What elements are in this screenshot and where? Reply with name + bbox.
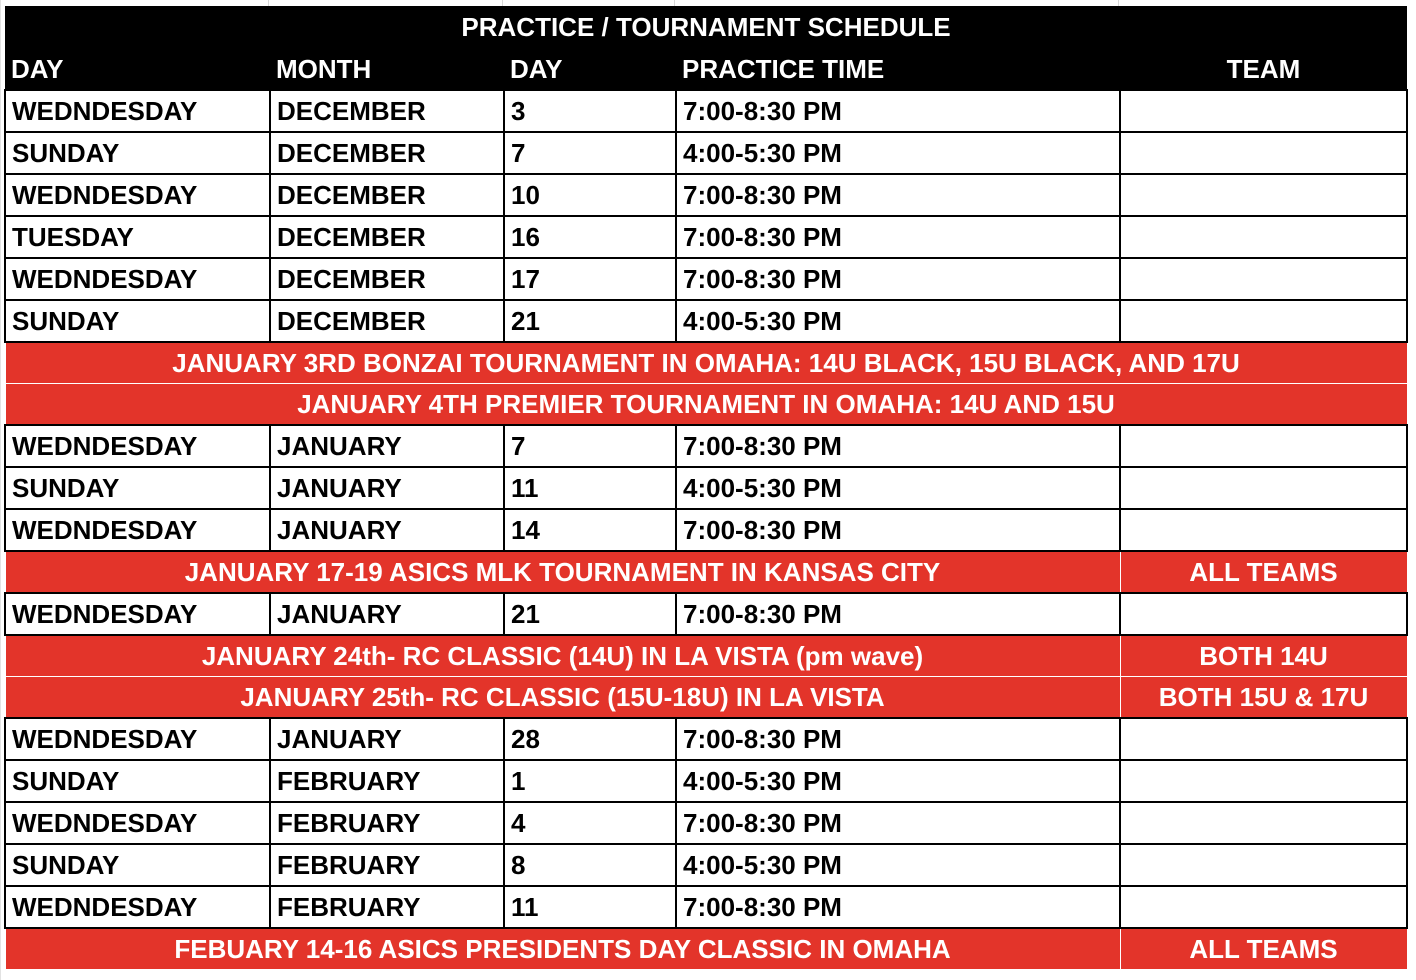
tournament-team[interactable]: BOTH 15U & 17U <box>1120 677 1407 719</box>
cell-day-name[interactable]: SUNDAY <box>5 760 270 802</box>
cell-day-number[interactable]: 4 <box>504 802 676 844</box>
practice-row <box>5 90 1407 132</box>
cell-month[interactable]: JANUARY <box>270 593 504 635</box>
cell-team[interactable] <box>1120 844 1407 886</box>
cell-day-name[interactable]: WEDNDESDAY <box>5 174 270 216</box>
header-practice-time[interactable]: PRACTICE TIME <box>676 48 1120 90</box>
cell-practice-time[interactable]: 7:00-8:30 PM <box>676 509 1120 551</box>
practice-row <box>5 760 1407 802</box>
cell-team[interactable] <box>1120 90 1407 132</box>
cell-month[interactable]: JANUARY <box>270 425 504 467</box>
cell-practice-time[interactable]: 7:00-8:30 PM <box>676 802 1120 844</box>
cell-month[interactable]: FEBRUARY <box>270 886 504 928</box>
cell-day-name[interactable]: SUNDAY <box>5 132 270 174</box>
cell-practice-time[interactable]: 7:00-8:30 PM <box>676 90 1120 132</box>
cell-practice-time[interactable]: 7:00-8:30 PM <box>676 425 1120 467</box>
practice-row <box>5 425 1407 467</box>
cell-team[interactable] <box>1120 718 1407 760</box>
cell-day-name[interactable]: SUNDAY <box>5 300 270 342</box>
cell-practice-time[interactable]: 7:00-8:30 PM <box>676 174 1120 216</box>
cell-team[interactable] <box>1120 300 1407 342</box>
cell-month[interactable]: JANUARY <box>270 509 504 551</box>
tournament-team[interactable]: ALL TEAMS <box>1120 551 1407 593</box>
cell-day-number[interactable]: 17 <box>504 258 676 300</box>
cell-team[interactable] <box>1120 593 1407 635</box>
cell-practice-time[interactable]: 7:00-8:30 PM <box>676 258 1120 300</box>
cell-day-name[interactable]: WEDNDESDAY <box>5 718 270 760</box>
tournament-row <box>5 384 1407 426</box>
tournament-team[interactable]: BOTH 14U <box>1120 635 1407 677</box>
cell-team[interactable] <box>1120 174 1407 216</box>
practice-row <box>5 509 1407 551</box>
cell-day-number[interactable]: 21 <box>504 300 676 342</box>
cell-practice-time[interactable]: 7:00-8:30 PM <box>676 216 1120 258</box>
cell-team[interactable] <box>1120 132 1407 174</box>
cell-team[interactable] <box>1120 425 1407 467</box>
cell-team[interactable] <box>1120 802 1407 844</box>
cell-practice-time[interactable]: 4:00-5:30 PM <box>676 132 1120 174</box>
schedule-title[interactable]: PRACTICE / TOURNAMENT SCHEDULE <box>5 6 1407 48</box>
tournament-description[interactable]: JANUARY 25th- RC CLASSIC (15U-18U) IN LA VISTA <box>5 677 1120 719</box>
practice-row <box>5 174 1407 216</box>
tournament-description[interactable]: JANUARY 17-19 ASICS MLK TOURNAMENT IN KANSAS CITY <box>5 551 1120 593</box>
tournament-row <box>5 677 1407 719</box>
cell-team[interactable] <box>1120 886 1407 928</box>
cell-day-number[interactable]: 28 <box>504 718 676 760</box>
title-row <box>5 6 1407 48</box>
practice-row <box>5 802 1407 844</box>
cell-month[interactable]: DECEMBER <box>270 258 504 300</box>
cell-day-number[interactable]: 10 <box>504 174 676 216</box>
cell-team[interactable] <box>1120 258 1407 300</box>
tournament-team[interactable]: ALL TEAMS <box>1120 928 1407 970</box>
cell-team[interactable] <box>1120 509 1407 551</box>
header-row <box>5 48 1407 90</box>
cell-day-name[interactable]: WEDNDESDAY <box>5 258 270 300</box>
practice-row <box>5 718 1407 760</box>
cell-day-name[interactable]: WEDNDESDAY <box>5 802 270 844</box>
practice-row <box>5 300 1407 342</box>
cell-day-number[interactable]: 11 <box>504 886 676 928</box>
cell-practice-time[interactable]: 7:00-8:30 PM <box>676 718 1120 760</box>
cell-practice-time[interactable]: 7:00-8:30 PM <box>676 886 1120 928</box>
cell-practice-time[interactable]: 4:00-5:30 PM <box>676 467 1120 509</box>
cell-month[interactable]: FEBRUARY <box>270 802 504 844</box>
cell-month[interactable]: FEBRUARY <box>270 844 504 886</box>
cell-month[interactable]: DECEMBER <box>270 216 504 258</box>
header-day-number[interactable]: DAY <box>504 48 676 90</box>
cell-team[interactable] <box>1120 467 1407 509</box>
cell-month[interactable]: DECEMBER <box>270 132 504 174</box>
cell-practice-time[interactable]: 4:00-5:30 PM <box>676 760 1120 802</box>
cell-day-name[interactable]: WEDNDESDAY <box>5 509 270 551</box>
schedule-table <box>4 6 1408 970</box>
cell-day-name[interactable]: WEDNDESDAY <box>5 90 270 132</box>
schedule-body <box>5 6 1407 970</box>
header-day-name[interactable]: DAY <box>5 48 270 90</box>
cell-month[interactable]: JANUARY <box>270 718 504 760</box>
practice-row <box>5 844 1407 886</box>
cell-month[interactable]: DECEMBER <box>270 300 504 342</box>
header-team[interactable]: TEAM <box>1120 48 1407 90</box>
cell-day-number[interactable]: 1 <box>504 760 676 802</box>
cell-day-number[interactable]: 3 <box>504 90 676 132</box>
cell-practice-time[interactable]: 4:00-5:30 PM <box>676 300 1120 342</box>
cell-day-name[interactable]: WEDNDESDAY <box>5 593 270 635</box>
tournament-description[interactable]: FEBUARY 14-16 ASICS PRESIDENTS DAY CLASSIC IN OMAHA <box>5 928 1120 970</box>
practice-row <box>5 886 1407 928</box>
tournament-description[interactable]: JANUARY 4TH PREMIER TOURNAMENT IN OMAHA: 14U AND 15U <box>5 384 1407 426</box>
cell-day-number[interactable]: 7 <box>504 132 676 174</box>
cell-day-name[interactable]: TUESDAY <box>5 216 270 258</box>
practice-row <box>5 467 1407 509</box>
tournament-description[interactable]: JANUARY 3RD BONZAI TOURNAMENT IN OMAHA: 14U BLACK, 15U BLACK, AND 17U <box>5 342 1407 384</box>
cell-day-name[interactable]: SUNDAY <box>5 844 270 886</box>
practice-row <box>5 593 1407 635</box>
cell-team[interactable] <box>1120 760 1407 802</box>
cell-month[interactable]: DECEMBER <box>270 90 504 132</box>
tournament-row <box>5 551 1407 593</box>
cell-day-name[interactable]: WEDNDESDAY <box>5 886 270 928</box>
tournament-row <box>5 342 1407 384</box>
cell-day-number[interactable]: 16 <box>504 216 676 258</box>
tournament-row <box>5 928 1407 970</box>
cell-practice-time[interactable]: 7:00-8:30 PM <box>676 593 1120 635</box>
practice-row <box>5 258 1407 300</box>
cell-month[interactable]: JANUARY <box>270 467 504 509</box>
cell-day-number[interactable]: 8 <box>504 844 676 886</box>
cell-team[interactable] <box>1120 216 1407 258</box>
cell-day-number[interactable]: 7 <box>504 425 676 467</box>
cell-day-name[interactable]: WEDNDESDAY <box>5 425 270 467</box>
practice-row <box>5 216 1407 258</box>
cell-day-number[interactable]: 21 <box>504 593 676 635</box>
cell-day-name[interactable]: SUNDAY <box>5 467 270 509</box>
header-month[interactable]: MONTH <box>270 48 504 90</box>
cell-month[interactable]: FEBRUARY <box>270 760 504 802</box>
practice-row <box>5 132 1407 174</box>
cell-day-number[interactable]: 14 <box>504 509 676 551</box>
cell-month[interactable]: DECEMBER <box>270 174 504 216</box>
tournament-description[interactable]: JANUARY 24th- RC CLASSIC (14U) IN LA VISTA (pm wave) <box>5 635 1120 677</box>
cell-day-number[interactable]: 11 <box>504 467 676 509</box>
cell-practice-time[interactable]: 4:00-5:30 PM <box>676 844 1120 886</box>
tournament-row <box>5 635 1407 677</box>
